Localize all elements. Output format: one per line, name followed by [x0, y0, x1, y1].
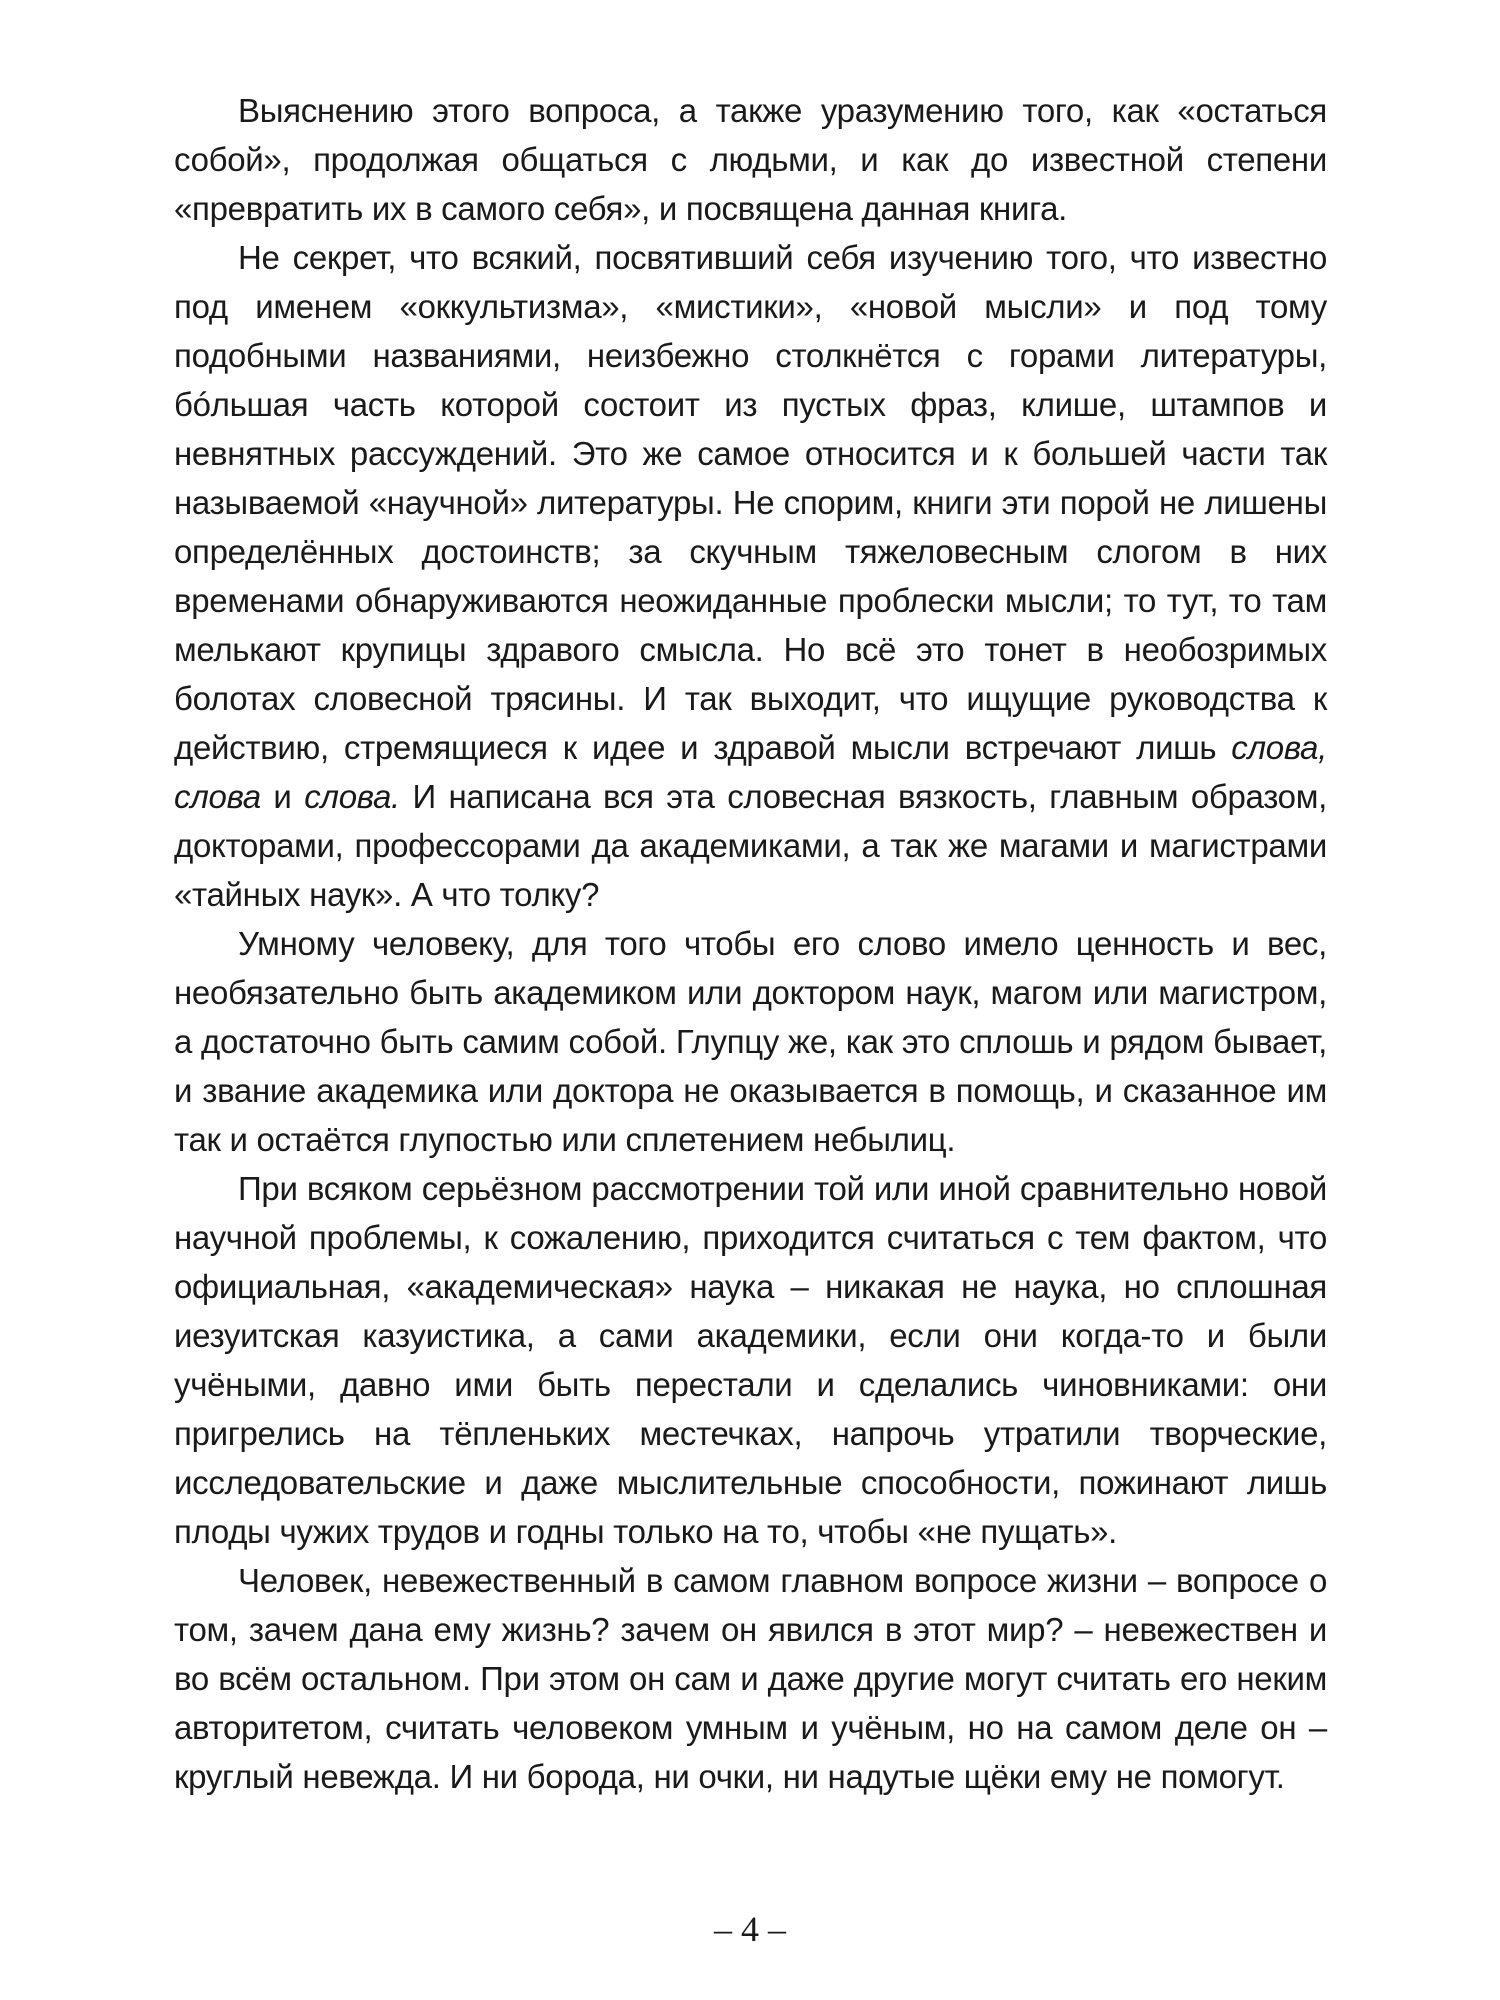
paragraph-2-tail: И написана вся эта словесная вязкость, главным образом, докторами, профессорами да академиками, а так же магами и магистрами «тайных наук». А что толку?	[174, 778, 1327, 913]
paragraph-5: Человек, невежественный в самом главном вопросе жизни – вопросе о том, зачем дана ему жизнь? зачем он явился в этот мир? – невежествен и во всём остальном. При этом он сам и даже другие могут считать его неким авторитетом, считать человеком умным и учёным, но на самом деле он – круглый невежда. И ни борода, ни очки, ни надутые щёки ему не помогут.	[174, 1562, 1327, 1795]
paragraph-2-text: Не секрет, что всякий, посвятивший себя изучению того, что известно под именем «оккультизма», «мистики», «новой мысли» и под тому подобными названиями, неизбежно столкнётся с горами литературы, бóльшая часть которой состоит из пустых фраз, клише, штампов и невнятных рассуждений. Это же самое относится и к большей части так называемой «научной» литературы. Не спорим, книги эти порой не лишены определённых достоинств; за скучным тяжеловесным слогом в них временами обнаруживаются неожиданные проблески мысли; то тут, то там мелькают крупицы здравого смысла. Но всё это тонет в необозримых болотах словесной трясины. И так выходит, что ищущие руководства к действию, стремящиеся к идее и здравой мысли встречают лишь	[174, 239, 1327, 766]
italic-word: слова.	[304, 778, 400, 815]
body-text	[174, 86, 1327, 1801]
paragraph-4: При всяком серьёзном рассмотрении той или иной сравнительно новой научной проблемы, к сожалению, приходится считаться с тем фактом, что официальная, «академическая» наука – никакая не наука, но сплошная иезуитская казуистика, а сами академики, если они когда-то и были учёными, давно ими быть перестали и сделались чиновниками: они пригрелись на тёпленьких местечках, напрочь утратили творческие, исследовательские и даже мыслительные способности, пожинают лишь плоды чужих трудов и годны только на то, чтобы «не пущать».	[174, 1170, 1327, 1550]
italic-word: слова	[174, 778, 261, 815]
paragraph-1: Выяснению этого вопроса, а также уразумению того, как «остаться собой», продолжая общаться с людьми, и как до известной степени «превратить их в самого себя», и посвящена данная книга.	[174, 92, 1327, 227]
paragraph-2	[174, 233, 1327, 919]
italic-word: слова,	[1231, 729, 1327, 766]
italic-connector: и	[260, 778, 305, 815]
page-number: – 4 –	[714, 1909, 786, 1949]
paragraph-3: Умному человеку, для того чтобы его слово имело ценность и вес, необязательно быть академиком или доктором наук, магом или магистром, а достаточно быть самим собой. Глупцу же, как это сплошь и рядом бывает, и звание академика или доктора не оказывается в помощь, и сказанное им так и остаётся глупостью или сплетением небылиц.	[174, 925, 1327, 1158]
